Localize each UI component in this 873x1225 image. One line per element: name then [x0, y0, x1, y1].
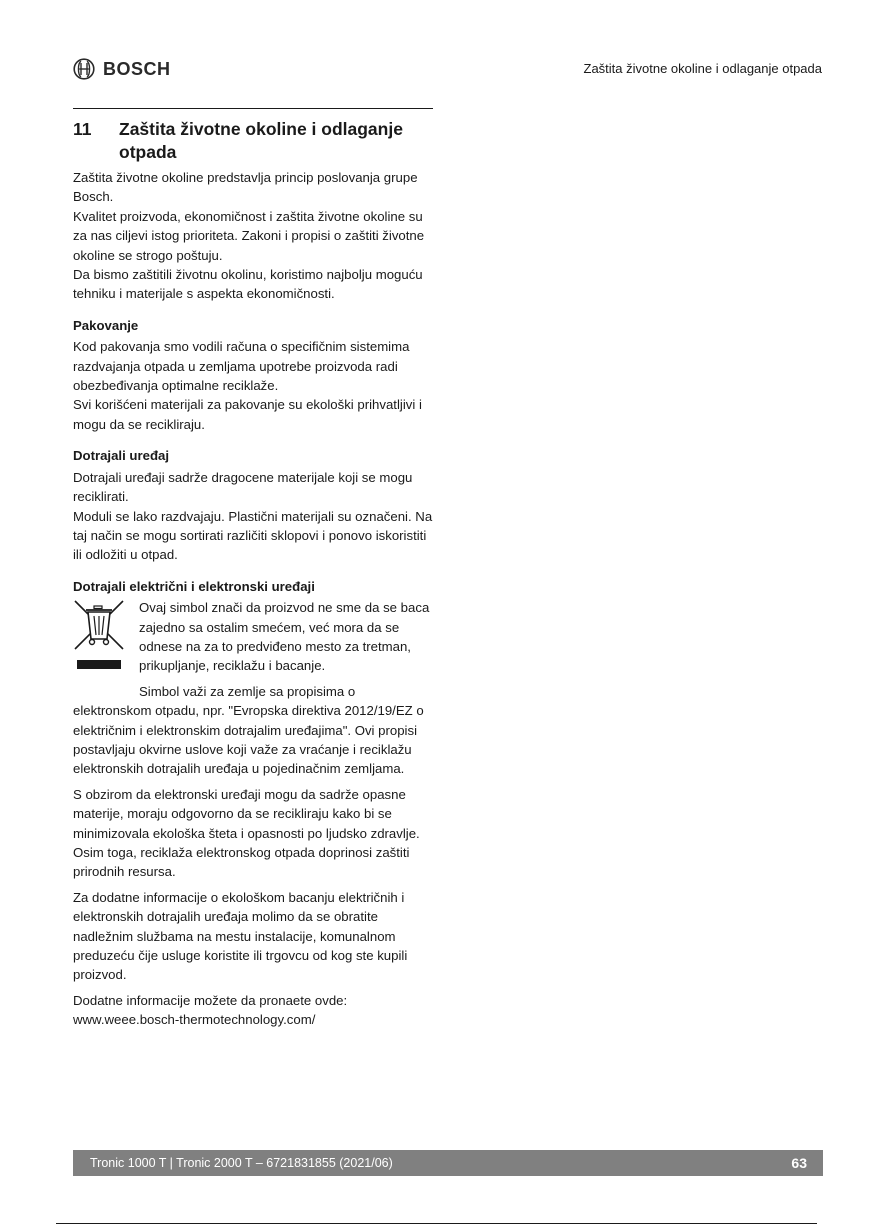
- brand-name: BOSCH: [103, 58, 171, 79]
- weee-paragraph-4: Za dodatne informacije o ekološkom bacanju električnih i elektronskih dotrajalih uređaja molimo da se obratite nadležnim službama na mestu instalacije, komunalnom preduzeću čije usluge koristite ili trgovcu od kog ste kupili proizvod.: [73, 889, 408, 983]
- packaging-paragraph-2: Svi korišćeni materijali za pakovanje su ekološki prihvatljivi i mogu da se recikliraju.: [73, 397, 422, 432]
- weee-paragraph-5: [73, 991, 435, 1030]
- more-info-text: Dodatne informacije možete da pronaete ovde:: [73, 992, 348, 1008]
- intro-paragraph-2: Kvalitet proizvoda, ekonomičnost i zaštita životne okoline su za nas ciljevi istog prioriteta. Zakoni i propisi o zaštiti životne okoline se strogo poštuju.: [73, 208, 425, 263]
- weee-website-link[interactable]: www.weee.bosch-thermotechnology.com/: [73, 1012, 316, 1028]
- intro-paragraph-3: Da bismo zaštitili životnu okolinu, koristimo najbolju moguću tehniku i materijale s aspekta ekonomičnosti.: [73, 267, 423, 302]
- weee-paragraph-3: S obzirom da elektronski uređaji mogu da sadrže opasne materije, moraju odgovorno da se recikliraju kako bi se minimizovala ekološka šteta i opasnosti po ljudsko zdravlje. Osim toga, reciklaža elektronskog otpada doprinosi zaštiti prirodnih resursa.: [73, 786, 420, 880]
- running-header: Zaštita životne okoline i odlaganje otpada: [583, 61, 822, 76]
- chapter-number: 11: [73, 119, 92, 139]
- page-number: 63: [791, 1155, 807, 1171]
- packaging-paragraph-1: Kod pakovanja smo vodili računa o specifičnim sistemima razdvajanja otpada u zemljama upotrebe proizvoda radi obezbeđivanja optimalne reciklaže.: [73, 339, 410, 394]
- header-divider: [73, 108, 433, 109]
- crossed-out-wheelie-bin-icon: [73, 599, 125, 671]
- intro-paragraph-1: Zaštita životne okoline predstavlja princip poslovanja grupe Bosch.: [73, 170, 418, 205]
- weee-symbol-block: [73, 598, 435, 676]
- footer-document-info: Tronic 1000 T | Tronic 2000 T – 6721831855 (2021/06): [90, 1156, 393, 1170]
- chapter-title: Zaštita životne okoline i odlaganje otpada: [119, 119, 403, 162]
- old-device-paragraph-1: Dotrajali uređaji sadrže dragocene materijale koji se mogu reciklirati.: [73, 469, 413, 505]
- weee-symbol-meaning: Ovaj simbol znači da proizvod ne sme da se baca zajedno sa ostalim smećem, već mora da se odnese na za to predviđeno mesto za tretman, prikupljanje, reciklažu i bacanje.: [139, 600, 430, 674]
- weee-heading: Dotrajali električni i elektronski uređaji: [73, 578, 315, 594]
- old-device-paragraph-2: Moduli se lako razdvajaju. Plastični materijali su označeni. Na taj način se mogu sortirati različiti sklopovi i ponovo iskoristiti ili odložiti u otpad.: [73, 508, 433, 563]
- chapter-heading: [73, 118, 435, 164]
- bottom-divider: [56, 1223, 817, 1224]
- old-device-heading: Dotrajali uređaj: [73, 448, 170, 464]
- main-column: [73, 118, 435, 1030]
- bosch-logo: [73, 57, 171, 81]
- weee-paragraph-2: Simbol važi za zemlje sa propisima o elektronskom otpadu, npr. "Evropska direktiva 2012/19/EZ o električnim i elektronskim dotrajalim uređajima". Ovi propisi postavljaju okvirne uslove koji važe za vraćanje i reciklažu elektronskih dotrajalih uređaja u pojedinačnim zemljama.: [73, 683, 424, 777]
- packaging-heading: Pakovanje: [73, 317, 139, 333]
- bosch-armature-icon: [73, 58, 95, 80]
- footer-bar: [73, 1150, 823, 1176]
